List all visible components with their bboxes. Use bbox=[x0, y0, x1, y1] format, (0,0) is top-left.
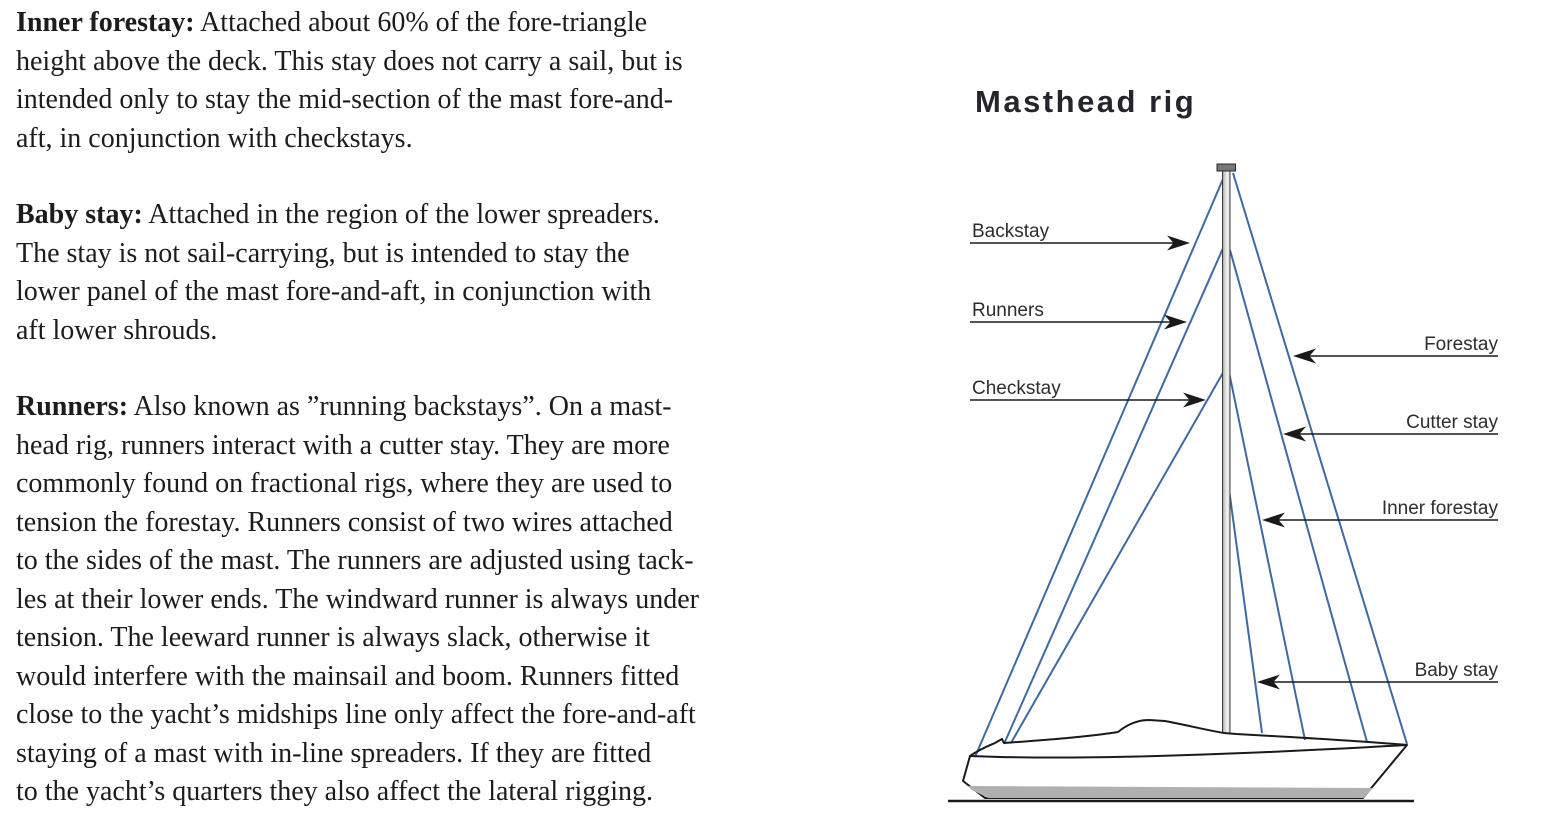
runners-label: Runners bbox=[972, 300, 1044, 321]
mast bbox=[1223, 170, 1231, 733]
label-cutter-stay bbox=[1283, 412, 1498, 442]
text-line bbox=[16, 196, 699, 235]
text-line: height above the deck. This stay does not carry a sail, but is bbox=[16, 45, 683, 77]
text-line: Attached about 60% of the fore-triangle bbox=[194, 7, 648, 38]
baby-stay-label: Baby stay bbox=[1414, 660, 1498, 681]
label-checkstay bbox=[970, 378, 1206, 408]
text-line: aft lower shrouds. bbox=[16, 314, 218, 346]
hull-boot-stripe bbox=[967, 786, 1373, 798]
text-line: intended only to stay the mid-section of the mast fore-and- bbox=[16, 84, 674, 115]
deck-cabin-line bbox=[970, 720, 1407, 756]
mast-cap bbox=[1217, 164, 1236, 171]
text-line: Also known as ”running backstays”. On a mast- bbox=[128, 391, 672, 422]
text-line bbox=[16, 4, 699, 43]
text-line: commonly found on fractional rigs, where they are used to bbox=[16, 468, 673, 499]
text-line: to the yacht’s quarters they also affect the lateral rigging. bbox=[16, 776, 654, 807]
text-line: tension the forestay. Runners consist of two wires attached bbox=[16, 506, 673, 538]
text-line bbox=[16, 388, 699, 427]
checkstay-label: Checkstay bbox=[972, 378, 1061, 399]
text-line: head rig, runners interact with a cutter stay. They are more bbox=[16, 429, 670, 461]
text-line: aft, in conjunction with checkstays. bbox=[16, 122, 413, 154]
label-runners bbox=[970, 300, 1187, 330]
backstay-label: Backstay bbox=[972, 221, 1050, 242]
cutter-stay-label: Cutter stay bbox=[1406, 412, 1498, 433]
paragraph-runners bbox=[16, 388, 699, 812]
paragraph-baby-stay bbox=[16, 196, 699, 350]
backstay-line bbox=[975, 172, 1226, 757]
text-line: Attached in the region of the lower spreaders. bbox=[142, 199, 660, 230]
term-inner-forestay: Inner forestay: bbox=[16, 7, 195, 38]
text-line: The stay is not sail-carrying, but is intended to stay the bbox=[16, 237, 630, 269]
text-line: les at their lower ends. The windward runner is always under bbox=[16, 583, 699, 615]
masthead-rig-diagram bbox=[936, 140, 1556, 836]
baby-stay-line bbox=[1229, 489, 1262, 733]
paragraph-inner-forestay bbox=[16, 4, 699, 158]
label-backstay bbox=[970, 221, 1190, 251]
text-line: tension. The leeward runner is always slack, otherwise it bbox=[16, 622, 650, 653]
text-line: to the sides of the mast. The runners are adjusted using tack- bbox=[16, 545, 694, 576]
forestay-line bbox=[1233, 173, 1407, 744]
label-forestay bbox=[1293, 334, 1498, 364]
text-line: lower panel of the mast fore-and-aft, in conjunction with bbox=[16, 276, 652, 307]
figure-title: Masthead rig bbox=[975, 84, 1197, 119]
forestay-label: Forestay bbox=[1424, 334, 1498, 355]
label-inner-forestay bbox=[1262, 498, 1498, 528]
text-line: staying of a mast with in-line spreaders. If they are fitted bbox=[16, 737, 652, 769]
term-runners: Runners: bbox=[16, 391, 129, 422]
term-baby-stay: Baby stay: bbox=[16, 199, 143, 230]
inner-forestay-label: Inner forestay bbox=[1381, 498, 1498, 519]
article-text bbox=[16, 4, 699, 812]
cutter-stay-line bbox=[1230, 250, 1367, 742]
text-line: close to the yacht’s midships line only affect the fore-and-aft bbox=[16, 699, 696, 730]
text-line: would interfere with the mainsail and boom. Runners fitted bbox=[16, 660, 680, 692]
